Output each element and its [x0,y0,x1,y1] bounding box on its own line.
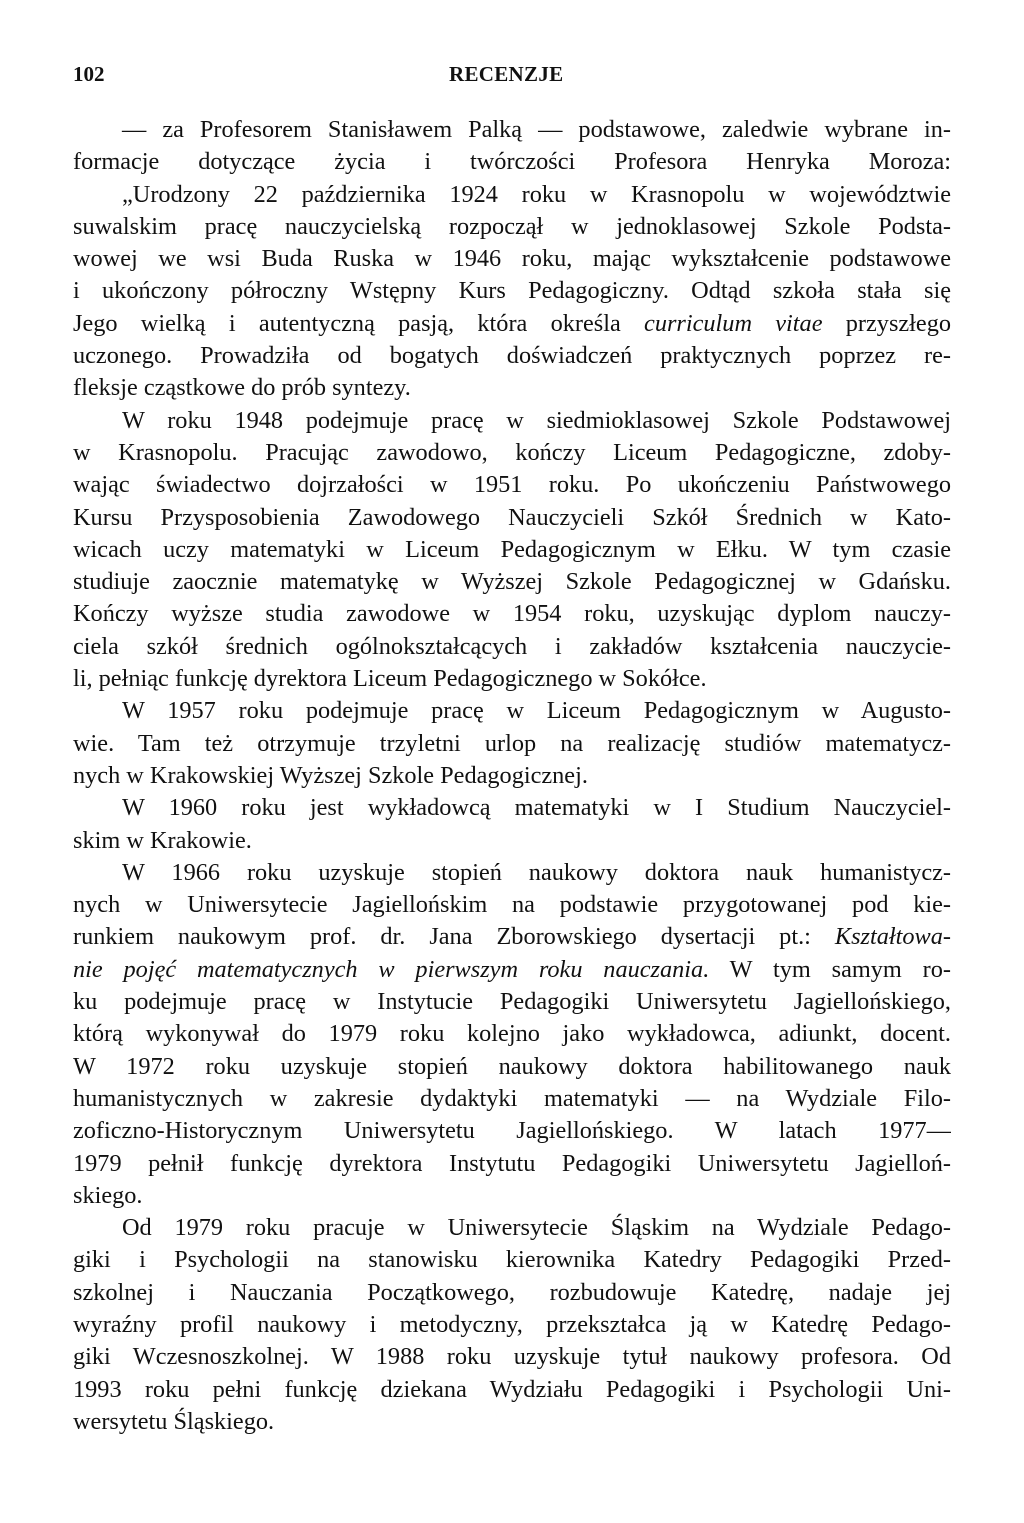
text-line: wicach uczy matematyki w Liceum Pedagogicznym w Ełku. W tym czasie [73,535,951,563]
text-line: 1979 pełnił funkcję dyrektora Instytutu Pedagogiki Uniwersytetu Jagielloń- [73,1149,951,1177]
page-number: 102 [73,62,105,86]
text-line: nie pojęć matematycznych w pierwszym roku nauczania. W tym samym ro- [73,955,951,983]
text-line: humanistycznych w zakresie dydaktyki matematyki — na Wydziale Filo- [73,1084,951,1112]
text-line: ciela szkół średnich ogólnokształcących i zakładów kształcenia nauczycie- [73,632,951,660]
text-line: — za Profesorem Stanisławem Palką — podstawowe, zaledwie wybrane in- [122,116,951,143]
text-line: W 1957 roku podejmuje pracę w Liceum Pedagogicznym w Augusto- [122,697,951,725]
text-line: w Krasnopolu. Pracując zawodowo, kończy Liceum Pedagogiczne, zdoby- [73,438,951,466]
text-line: wowej we wsi Buda Ruska w 1946 roku, mając wykształcenie podstawowe [73,245,951,273]
text-line: formacje dotyczące życia i twórczości Profesora Henryka Moroza: [73,148,951,176]
text-line: Kursu Przysposobienia Zawodowego Nauczycieli Szkół Średnich w Kato- [73,503,951,531]
text-line: uczonego. Prowadziła od bogatych doświadczeń praktycznych poprzez re- [73,342,951,370]
text-line: studiuje zaocznie matematykę w Wyższej Szkole Pedagogicznej w Gdańsku. [73,568,951,596]
text-line: skim w Krakowie. [73,826,252,854]
text-line: zoficzno-Historycznym Uniwersytetu Jagiellońskiego. W latach 1977— [73,1117,951,1145]
text-line: wając świadectwo dojrzałości w 1951 roku. Po ukończeniu Państwowego [73,471,951,499]
text-line: i ukończony półroczny Wstępny Kurs Pedagogiczny. Odtąd szkoła stała się [73,277,951,305]
text-line: suwalskim pracę nauczycielską rozpoczął w jednoklasowej Szkole Podsta- [73,212,951,240]
text-line: runkiem naukowym prof. dr. Jana Zborowskiego dysertacji pt.: Kształtowa- [73,923,951,951]
body-text [73,114,951,1438]
text-line: W roku 1948 podejmuje pracę w siedmioklasowej Szkole Podstawowej [122,406,951,434]
text-line: wersytetu Śląskiego. [73,1407,275,1435]
text-line: skiego. [73,1181,143,1209]
text-line: wyraźny profil naukowy i metodyczny, przekształca ją w Katedrę Pedago- [73,1310,951,1338]
text-line: Jego wielką i autentyczną pasją, która określa curriculum vitae przyszłego [73,309,951,337]
text-line: li, pełniąc funkcję dyrektora Liceum Pedagogicznego w Sokółce. [73,665,707,693]
text-line: W 1972 roku uzyskuje stopień naukowy doktora habilitowanego nauk [73,1052,951,1080]
text-line: Kończy wyższe studia zawodowe w 1954 roku, uzyskując dyplom nauczy- [73,600,951,628]
text-line: giki Wczesnoszkolnej. W 1988 roku uzyskuje tytuł naukowy profesora. Od [73,1343,951,1371]
text-line: wie. Tam też otrzymuje trzyletni urlop na realizację studiów matematycz- [73,729,951,757]
text-line: W 1966 roku uzyskuje stopień naukowy doktora nauk humanistycz- [122,858,951,886]
text-line: 1993 roku pełni funkcję dziekana Wydziału Pedagogiki i Psychologii Uni- [73,1375,951,1403]
text-line: szkolnej i Nauczania Początkowego, rozbudowuje Katedrę, nadaje jej [73,1278,951,1306]
text-line: Od 1979 roku pracuje w Uniwersytecie Śląskim na Wydziale Pedago- [122,1214,951,1242]
text-line: W 1960 roku jest wykładowcą matematyki w I Studium Nauczyciel- [122,794,951,822]
text-line: nych w Krakowskiej Wyższej Szkole Pedagogicznej. [73,761,588,789]
section-title: RECENZJE [449,62,564,86]
text-line: ku podejmuje pracę w Instytucie Pedagogiki Uniwersytetu Jagiellońskiego, [73,988,951,1016]
text-line: „Urodzony 22 października 1924 roku w Krasnopolu w województwie [122,180,951,208]
text-line: fleksje cząstkowe do prób syntezy. [73,374,411,402]
text-line: którą wykonywał do 1979 roku kolejno jako wykładowca, adiunkt, docent. [73,1020,951,1048]
running-head [73,62,951,96]
text-line: nych w Uniwersytecie Jagiellońskim na podstawie przygotowanej pod kie- [73,891,951,919]
text-line: giki i Psychologii na stanowisku kierownika Katedry Pedagogiki Przed- [73,1246,951,1274]
